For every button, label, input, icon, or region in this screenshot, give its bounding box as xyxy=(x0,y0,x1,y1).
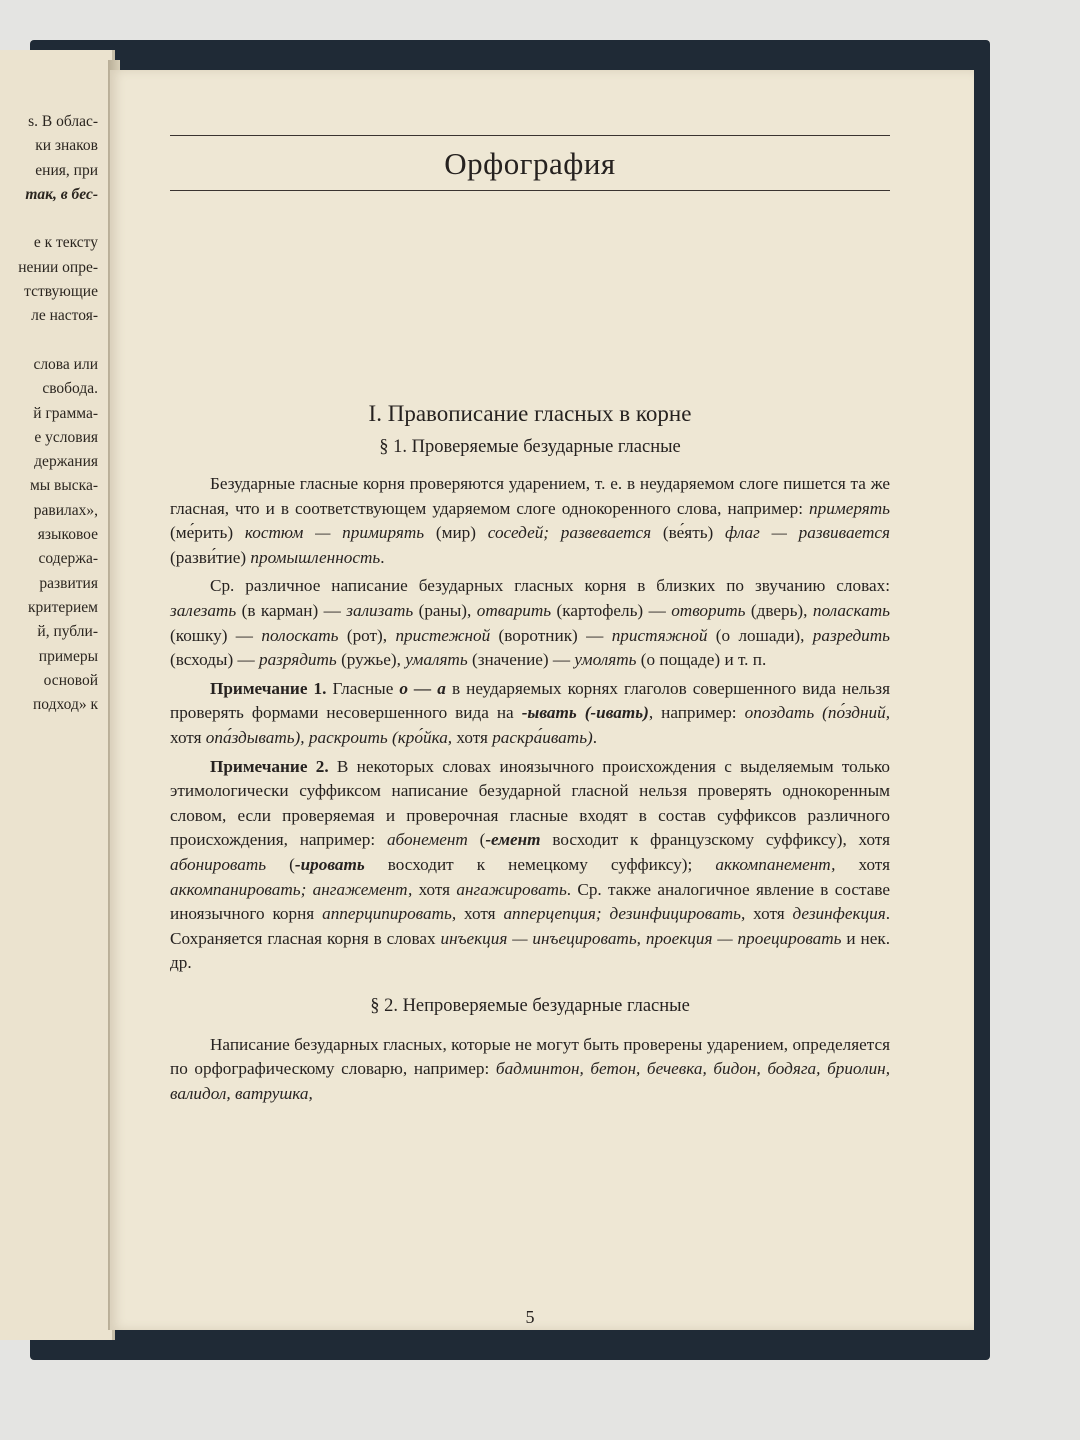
section-title: I. Правописание гласных в корне xyxy=(368,401,692,426)
note-2: Примечание 2. В некоторых словах иноязычного происхождения с выделяемым только этимологически суффиксом написание безударной гласной нельзя проверять однокоренным словом, если проверяемая и проверочная гласные входят в состав суффиксов различного происхождения, например: абонемент (-емент восходит к французскому суффиксу), хотя абонировать (-ировать восходит к немецкому суффиксу); аккомпанемент, хотя аккомпанировать; ангажемент, хотя ангажировать. Ср. также аналогичное явление в составе иноязычного корня апперципировать, хотя апперцепция; дезинфицировать, хотя дезинфекция. Сохраняется гласная корня в словах инъекция — инъецировать, проекция — проецировать и нек. др. xyxy=(170,756,891,973)
right-page xyxy=(110,70,974,1330)
left-page-text xyxy=(18,110,98,717)
left-line: подход» к xyxy=(33,696,98,714)
left-line: развития xyxy=(39,574,98,592)
left-line: е к тексту xyxy=(33,234,98,252)
left-line: й, публи- xyxy=(37,623,98,641)
paragraph-2: Ср. различное написание безударных гласных корня в близких по звучанию словах: залезать (в карман) — зализать (раны), отварить (картофель) — отворить (дверь), поласкать (кошку) — полоскать (рот), пристежной (воротник) — пристяжной (о лошади), разредить (всходы) — разрядить (ружье), умалять (значение) — умолять (о пощаде) и т. п. xyxy=(170,576,891,670)
subsection-title-2: § 2. Непроверяемые безударные гласные xyxy=(370,995,690,1016)
paragraph-3: Написание безударных гласных, которые не могут быть проверены ударением, определяется по орфографическому словарю, например: бадминтон, бетон, бечевка, бидон, бодяга, бриолин, валидол, ватрушка, xyxy=(170,1034,890,1104)
subsection-title-1: § 1. Проверяемые безударные гласные xyxy=(379,437,681,457)
left-line: ения, при xyxy=(35,161,98,179)
left-line: й грамма- xyxy=(33,404,98,422)
left-line: е условия xyxy=(34,428,98,446)
left-line: слова или xyxy=(33,355,98,373)
header-rule-bottom xyxy=(170,190,890,191)
left-line: s. В облас- xyxy=(28,113,98,130)
left-line: основой xyxy=(43,671,98,689)
left-line: ки знаков xyxy=(35,137,98,155)
left-line: тствующие xyxy=(24,283,98,301)
left-line: критерием xyxy=(28,598,98,616)
left-line: так, в бес- xyxy=(25,185,98,203)
left-line: нении опре- xyxy=(18,258,98,276)
page-content xyxy=(170,135,891,1327)
left-line: примеры xyxy=(38,647,98,665)
left-line: ле настоя- xyxy=(31,307,98,325)
left-line: языковое xyxy=(37,526,98,544)
page-number: 5 xyxy=(525,1307,535,1327)
left-line: содержа- xyxy=(38,550,98,568)
left-page xyxy=(0,50,115,1340)
left-line: равилах», xyxy=(33,501,98,519)
chapter-title: Орфография xyxy=(444,146,616,181)
note-1: Примечание 1. Гласные о — а в неударяемых корнях глаголов совершенного вида нельзя проверять формами несовершенного вида на -ывать (-ивать), например: опоздать (по́здний, хотя опа́здывать), раскроить (кро́йка, хотя раскра́ивать). xyxy=(170,678,891,747)
paragraph-1: Безударные гласные корня проверяются ударением, т. е. в неударяемом слоге пишется та же гласная, что и в соответствующем ударяемом слоге однокоренного слова, например: примерять (ме́рить) костюм — примирять (мир) соседей; развевается (ве́ять) флаг — развивается (разви́тие) промышленность. xyxy=(170,474,890,567)
left-line: держания xyxy=(34,453,98,471)
left-line: мы выска- xyxy=(29,477,98,495)
left-line: свобода. xyxy=(42,380,98,398)
